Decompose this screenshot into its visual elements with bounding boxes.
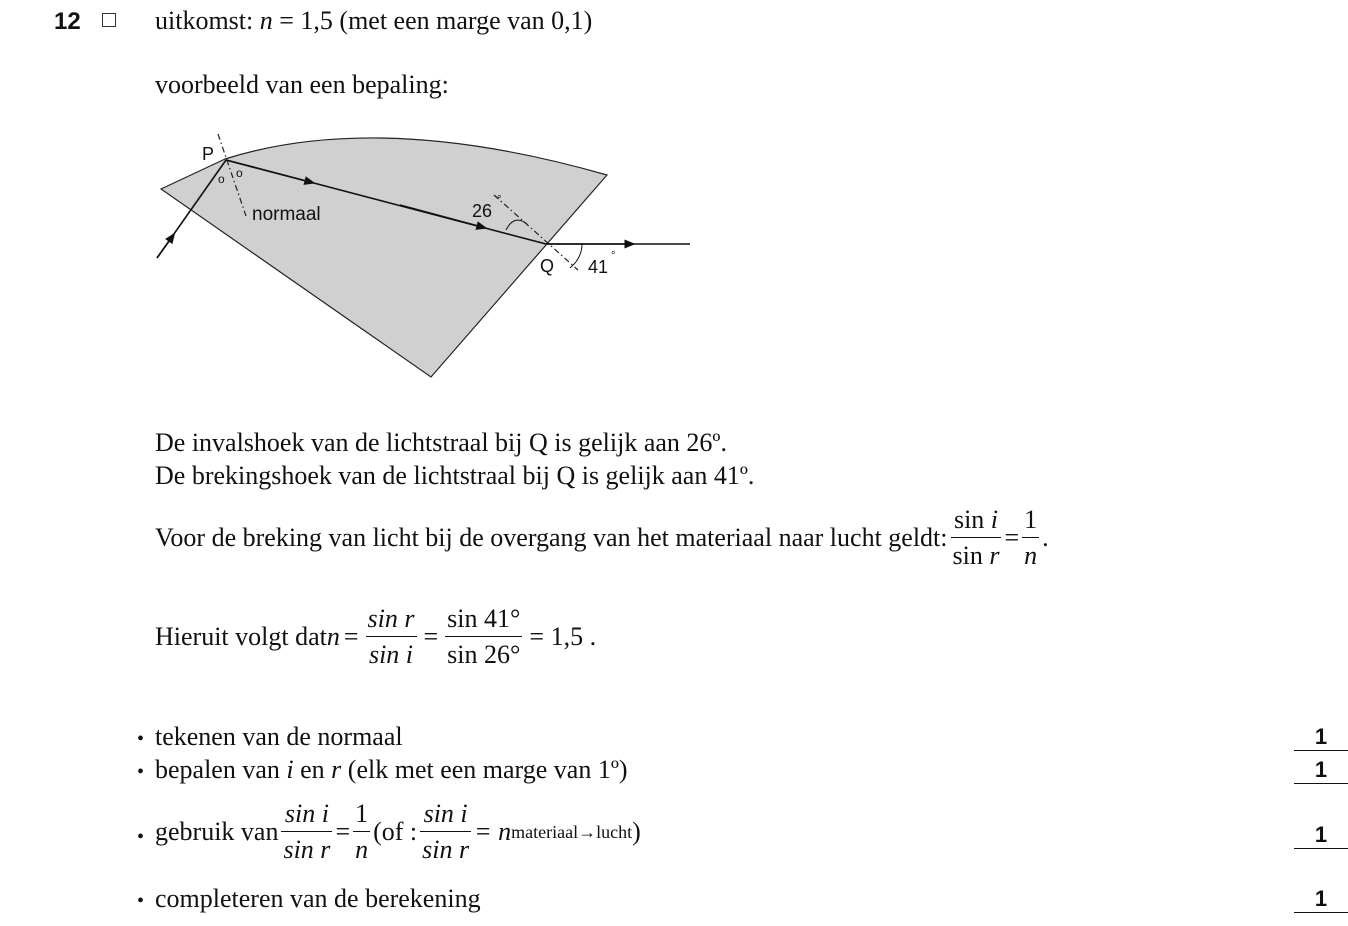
- answer-var: n: [259, 6, 273, 35]
- score-3: 1: [1294, 822, 1348, 849]
- result-value: = 1,5 .: [529, 622, 597, 651]
- question-number: 12: [54, 8, 81, 35]
- result-fraction-1: $\frac{\text{sin r}}{\text{sin i}}$: [367, 604, 415, 669]
- text-line-2: De brekingshoek van de lichtstraal bij Q is gelijk aan 41º.: [155, 461, 755, 490]
- label-q: Q: [540, 256, 555, 276]
- score-4: 1: [1294, 886, 1348, 913]
- scoring-item-1: tekenen van de normaal: [155, 722, 403, 751]
- law-prefix: Voor de breking van licht bij de overgang van het materiaal naar lucht geldt:: [155, 523, 948, 552]
- scoring-item-4: completeren van de berekening: [155, 884, 481, 913]
- bullet-3: •: [137, 826, 145, 848]
- law-line: [155, 506, 1049, 570]
- example-heading: voorbeeld van een bepaling:: [155, 70, 449, 99]
- label-normaal: normaal: [252, 204, 321, 225]
- angle-mark-right: o: [236, 166, 243, 180]
- incident-ray-arrow: [157, 237, 172, 258]
- text-line-1: De invalshoek van de lichtstraal bij Q is gelijk aan 26º.: [155, 428, 727, 457]
- degree-mark-41: °: [611, 250, 616, 262]
- refraction-diagram: [150, 120, 710, 390]
- result-fraction-2: $\frac{\sin 41^\circ}{\sin 26^\circ}$: [447, 604, 521, 669]
- result-equals: =: [343, 622, 359, 651]
- scoring-fraction-1: $\frac{\text{sin i}}{\text{sin r}}$: [283, 799, 331, 864]
- answer-line: [155, 6, 592, 36]
- scoring-item-2: bepalen van i en r (elk met een marge van 1º): [155, 755, 628, 784]
- bullet-1: •: [137, 728, 145, 750]
- bullet-2: •: [137, 761, 145, 783]
- label-angle-26: 26: [472, 201, 493, 221]
- answer-rest: = 1,5 (met een marge van 0,1): [272, 6, 593, 35]
- law-end: .: [1042, 523, 1049, 552]
- degree-mark-26: °: [497, 194, 502, 206]
- scoring-fraction-2: $\frac{1}{n}$: [355, 799, 369, 864]
- answer-prefix: uitkomst:: [155, 6, 260, 35]
- angle-mark-left: o: [218, 172, 225, 186]
- law-equals: =: [1004, 523, 1020, 552]
- result-equals-2: =: [423, 622, 439, 651]
- label-p: P: [202, 144, 215, 164]
- bullet-4: •: [137, 890, 145, 912]
- checkbox-square-icon: [102, 13, 116, 27]
- law-fraction-1: $\frac{\text{sin i}}{\text{sin r}}$: [952, 505, 1000, 570]
- scoring-fraction-3: $\frac{\text{sin i}}{\text{sin r}}$: [422, 799, 470, 864]
- result-var: n: [326, 622, 340, 651]
- result-line: [155, 605, 596, 669]
- label-angle-41: 41: [588, 257, 609, 277]
- result-prefix: Hieruit volgt dat: [155, 622, 327, 651]
- score-2: 1: [1294, 757, 1348, 784]
- score-1: 1: [1294, 724, 1348, 751]
- scoring-item-3: gebruik van $\frac{\text{sin i}}{\text{sin r}}$ = $\frac{1}{n}$ (of : $\frac{\text{sin i}}{\text{sin r}}$ = n materiaal→lucht ): [155, 799, 641, 864]
- law-fraction-2: $\frac{1}{n}$: [1024, 505, 1038, 570]
